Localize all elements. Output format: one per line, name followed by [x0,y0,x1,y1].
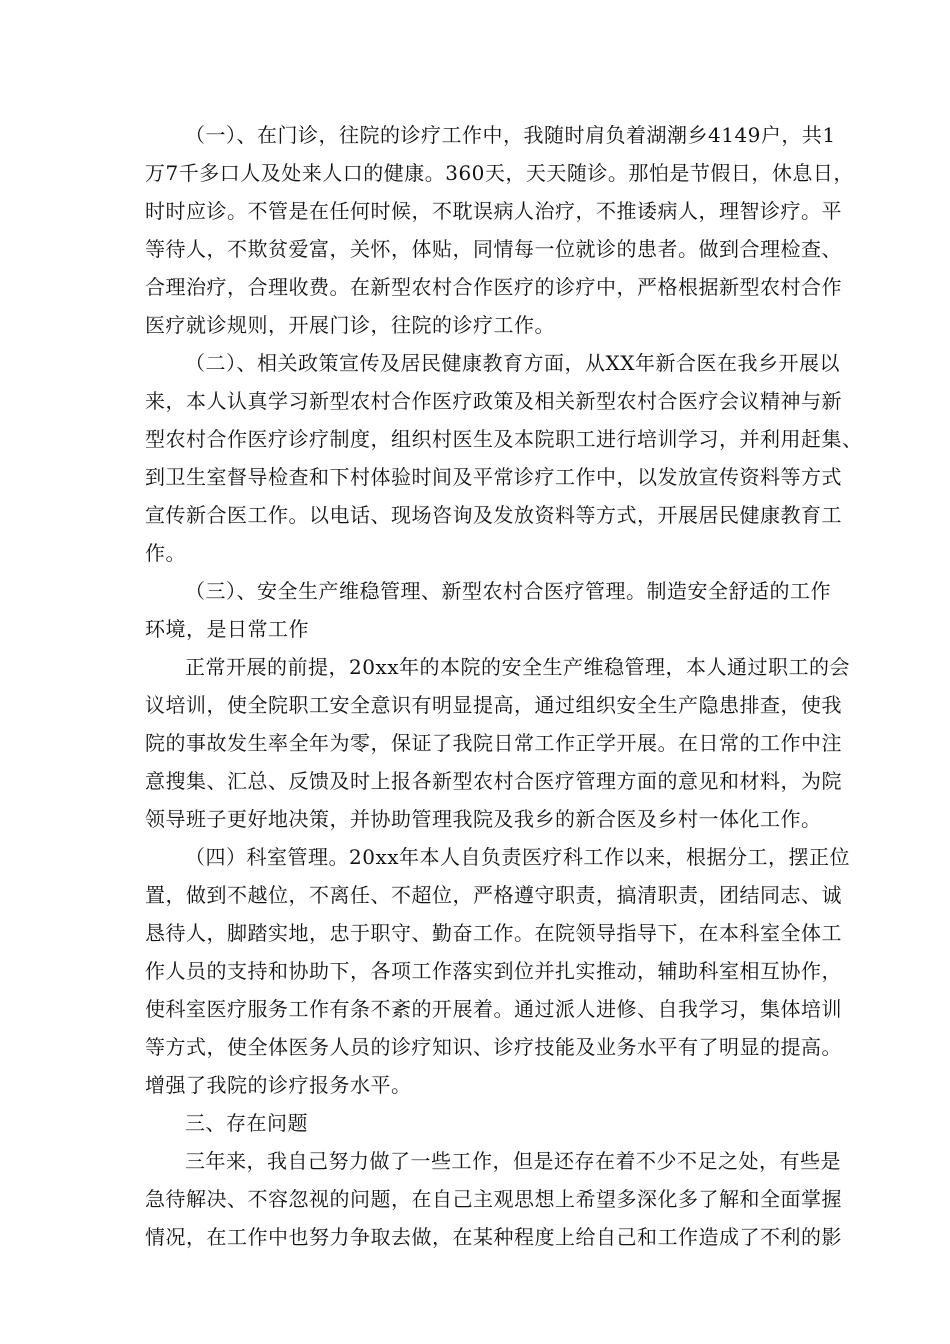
paragraph-2-line-3: 型农村合作医疗诊疗制度，组织村医生及本院职工进行培训学习，并利用赶集、 [145,427,863,451]
paragraph-4-line-2: 议培训，使全院职工安全意识有明显提高，通过组织安全生产隐患排查，使我 [145,693,842,717]
paragraph-2-line-6: 作。 [145,541,186,565]
paragraph-1-line-5: 合理治疗，合理收费。在新型农村合作医疗的诊疗中，严格根据新型农村合作 [145,275,842,299]
paragraph-1-line-4: 等待人，不欺贫爱富，关怀，体贴，同情每一位就诊的患者。做到合理检查、 [145,237,842,261]
paragraph-5-line-1: （四）科室管理。20xx年本人自负责医疗科工作以来，根据分工，摆正位 [185,845,851,869]
paragraph-3-line-1: （三）、安全生产维稳管理、新型农村合医疗管理。制造安全舒适的工作 [185,579,831,603]
paragraph-4-line-3: 院的事故发生率全年为零，保证了我院日常工作正学开展。在日常的工作中注 [145,731,842,755]
paragraph-2-line-4: 到卫生室督导检查和下村体验时间及平常诊疗工作中，以发放宣传资料等方式 [145,465,842,489]
paragraph-6-line-3: 情况，在工作中也努力争取去做，在某种程度上给自己和工作造成了不利的影 [145,1225,842,1249]
paragraph-5-line-5: 使科室医疗服务工作有条不紊的开展着。通过派人进修、自我学习，集体培训 [145,997,842,1021]
paragraph-1-line-3: 时时应诊。不管是在任何时候，不耽误病人治疗，不推诿病人，理智诊疗。平 [145,199,842,223]
paragraph-4-line-5: 领导班子更好地决策，并协助管理我院及我乡的新合医及乡村一体化工作。 [145,807,822,831]
paragraph-6-line-2: 急待解决、不容忽视的问题，在自己主观思想上希望多深化多了解和全面掌握 [145,1187,842,1211]
section-heading: 三、存在问题 [185,1111,308,1135]
paragraph-2-line-5: 宣传新合医工作。以电话、现场咨询及发放资料等方式，开展居民健康教育工 [145,503,842,527]
paragraph-4-line-4: 意搜集、汇总、反馈及时上报各新型农村合医疗管理方面的意见和材料，为院 [145,769,842,793]
paragraph-5-line-2: 置，做到不越位，不离任、不超位，严格遵守职责，搞清职责，团结同志、诚 [145,883,842,907]
paragraph-3-line-2: 环境，是日常工作 [145,617,309,641]
paragraph-6-line-1: 三年来，我自己努力做了一些工作，但是还存在着不少不足之处，有些是 [185,1149,841,1173]
paragraph-5-line-6: 等方式，使全体医务人员的诊疗知识、诊疗技能及业务水平有了明显的提高。 [145,1035,842,1059]
paragraph-1-line-1: （一）、在门诊，往院的诊疗工作中，我随时肩负着湖潮乡4149户，共1 [185,123,836,147]
paragraph-5-line-7: 增强了我院的诊疗报务水平。 [145,1073,412,1097]
paragraph-2-line-2: 来，本人认真学习新型农村合作医疗政策及相关新型农村合医疗会议精神与新 [145,389,842,413]
paragraph-2-line-1: （二）、相关政策宣传及居民健康教育方面，从XX年新合医在我乡开展以 [185,351,840,375]
paragraph-5-line-4: 作人员的支持和协助下，各项工作落实到位并扎实推动，辅助科室相互协作， [145,959,842,983]
paragraph-1-line-6: 医疗就诊规则，开展门诊，往院的诊疗工作。 [145,313,555,337]
paragraph-4-line-1: 正常开展的前提，20xx年的本院的安全生产维稳管理，本人通过职工的会 [185,655,851,679]
paragraph-5-line-3: 恳待人，脚踏实地，忠于职守、勤奋工作。在院领导指导下，在本科室全体工 [145,921,842,945]
paragraph-1-line-2: 万7千多口人及处来人口的健康。360天，天天随诊。那怕是节假日，休息日， [145,161,854,185]
